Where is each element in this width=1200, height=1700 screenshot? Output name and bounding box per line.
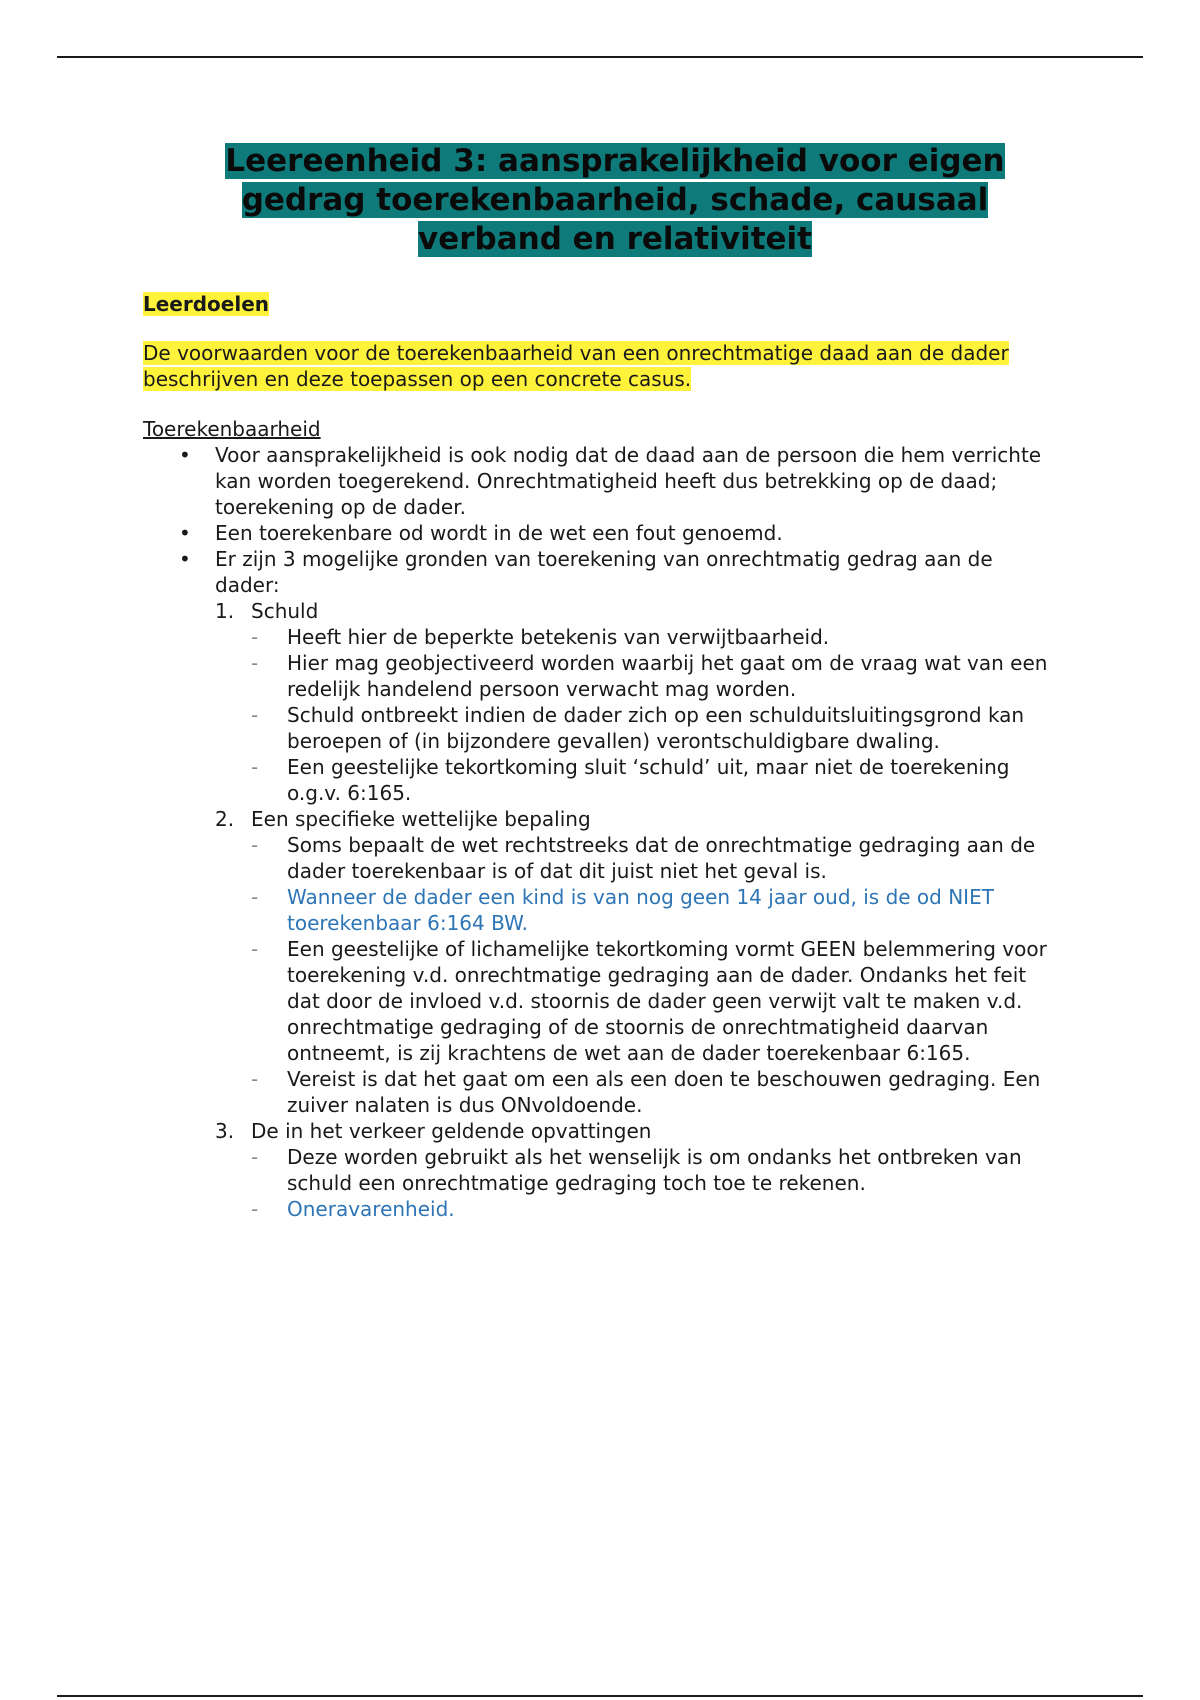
dash-marker: - [251, 937, 259, 961]
sub-item-text: Vereist is dat het gaat om een als een doen te beschouwen gedraging. Een zuiver nalaten is dus ONvoldoende. [287, 1067, 1041, 1117]
title-line-2: gedrag toerekenbaarheid, schade, causaal [241, 182, 989, 218]
ground-item-wettelijke-bepaling [215, 806, 1063, 1118]
sub-item-text: Heeft hier de beperkte betekenis van verwijtbaarheid. [287, 625, 830, 649]
dash-marker: - [251, 1145, 259, 1169]
sub-item [251, 1066, 1063, 1118]
dash-marker: - [251, 703, 259, 727]
sub-item-text-highlighted: Wanneer de dader een kind is van nog geen 14 jaar oud, is de od NIET toerekenbaar 6:164 BW. [287, 885, 994, 935]
bullet-text: Voor aansprakelijkheid is ook nodig dat de daad aan de persoon die hem verrichte kan worden toegerekend. Onrechtmatigheid heeft dus betrekking op de daad; toerekening op de dader. [215, 443, 1042, 519]
sub-item-text: Een geestelijke tekortkoming sluit ‘schuld’ uit, maar niet de toerekening o.g.v. 6:165. [287, 755, 1010, 805]
learning-goal [143, 340, 1063, 392]
sub-list [251, 1144, 1063, 1222]
document-body [143, 290, 1063, 1222]
sub-item-text-highlighted: Oneravarenheid. [287, 1197, 455, 1221]
title-line-3: verband en relativiteit [418, 221, 812, 257]
bullet-list [143, 442, 1063, 1222]
bullet-item [143, 520, 1063, 546]
dash-marker: - [251, 1067, 259, 1091]
sub-item [251, 754, 1063, 806]
bullet-item [143, 546, 1063, 1222]
dash-marker: - [251, 625, 259, 649]
ground-title: Schuld [251, 599, 319, 623]
sub-list [251, 832, 1063, 1118]
sub-item-text: Soms bepaalt de wet rechtstreeks dat de onrechtmatige gedraging aan de dader toerekenbaar is of dat dit juist niet het geval is. [287, 833, 1036, 883]
sub-item [251, 884, 1063, 936]
learning-goal-text: De voorwaarden voor de toerekenbaarheid van een onrechtmatige daad aan de dader beschrijven en deze toepassen op een concrete casus. [143, 341, 1009, 391]
sub-item [251, 650, 1063, 702]
bullet-text: Een toerekenbare od wordt in de wet een fout genoemd. [215, 521, 783, 545]
title-line-1: Leereenheid 3: aansprakelijkheid voor eigen [225, 143, 1005, 179]
ground-title: De in het verkeer geldende opvattingen [251, 1119, 652, 1143]
dash-marker: - [251, 755, 259, 779]
page-title [140, 142, 1090, 259]
sub-item-text: Een geestelijke of lichamelijke tekortkoming vormt GEEN belemmering voor toerekening v.d. onrechtmatige gedraging aan de dader. Ondanks het feit dat door de invloed v.d. stoornis de dader geen verwijt valt te maken v.d. onrechtmatige gedraging of de stoornis de onrechtmatigheid daarvan ontneemt, is zij krachtens de wet aan de dader toerekenbaar 6:165. [287, 937, 1047, 1065]
dash-marker: - [251, 651, 259, 675]
bullet-item [143, 442, 1063, 520]
header-rule [57, 56, 1143, 58]
sub-item [251, 832, 1063, 884]
learning-goals-heading-text: Leerdoelen [143, 292, 270, 316]
dash-marker: - [251, 885, 259, 909]
sub-item [251, 1144, 1063, 1196]
sub-item [251, 624, 1063, 650]
sub-list [251, 624, 1063, 806]
sub-item-text: Hier mag geobjectiveerd worden waarbij het gaat om de vraag wat van een redelijk handelend persoon verwacht mag worden. [287, 651, 1048, 701]
bullet-text: Er zijn 3 mogelijke gronden van toerekening van onrechtmatig gedrag aan de dader: [215, 547, 993, 597]
ground-item-verkeersopvattingen [215, 1118, 1063, 1222]
sub-item [251, 936, 1063, 1066]
grounds-list [215, 598, 1063, 1222]
ground-item-schuld [215, 598, 1063, 806]
learning-goals-heading [143, 290, 1063, 318]
sub-item [251, 702, 1063, 754]
section-heading-toerekenbaarheid: Toerekenbaarheid [143, 417, 321, 441]
sub-item-text: Schuld ontbreekt indien de dader zich op een schulduitsluitingsgrond kan beroepen of (in bijzondere gevallen) verontschuldigbare dwaling. [287, 703, 1025, 753]
ground-number: 3. [215, 1119, 235, 1143]
sub-item [251, 1196, 1063, 1222]
ground-number: 2. [215, 807, 235, 831]
dash-marker: - [251, 1197, 259, 1221]
sub-item-text: Deze worden gebruikt als het wenselijk is om ondanks het ontbreken van schuld een onrechtmatige gedraging toch toe te rekenen. [287, 1145, 1022, 1195]
ground-number: 1. [215, 599, 235, 623]
ground-title: Een specifieke wettelijke bepaling [251, 807, 591, 831]
dash-marker: - [251, 833, 259, 857]
footer-rule [57, 1695, 1143, 1697]
